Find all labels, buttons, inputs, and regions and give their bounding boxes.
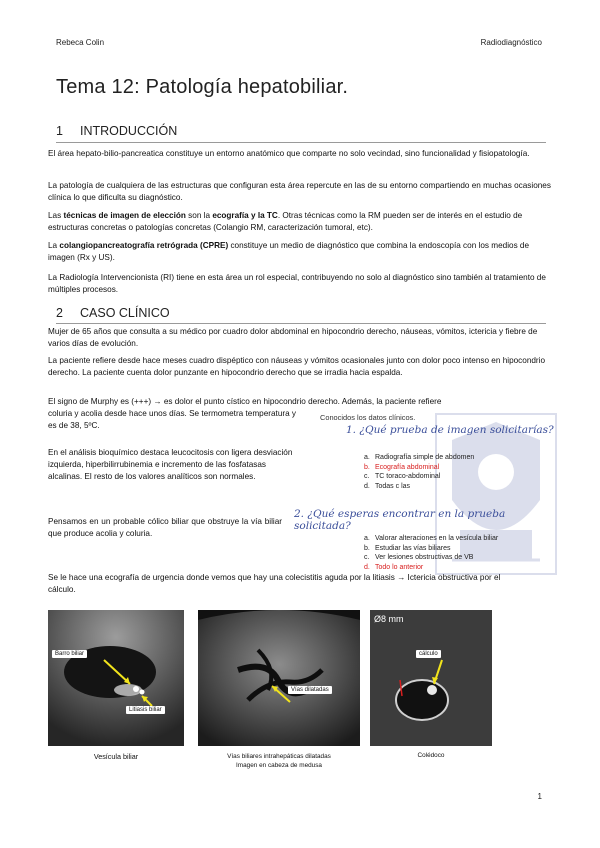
figure-caption-vias-biliares: Vías biliares intrahepáticas dilatadas Imagen en cabeza de medusa [227,753,331,769]
case-paragraph-5: Pensamos en un probable cólico biliar que obstruye la vía biliar que produce acolia y coluria. [48,517,282,539]
option-item: a. Radiografía simple de abdomen [364,454,475,461]
intro-paragraph-1: El área hepato-bilio-pancreatica constituye un entorno anatómico que comparte no solo vecindad, sino funcionalidad y fisiopatología. [48,149,530,158]
case-paragraph-3: El signo de Murphy es (+++) → es dolor el punto cístico en hipocondrio derecho. Además, la paciente refiere [48,397,442,406]
question-panel [292,410,560,580]
section-title: INTRODUCCIÓN [80,124,178,138]
section-number: 1 [56,124,63,138]
header-author: Rebeca Colin [56,38,105,47]
ultrasound-image-choledochus [370,610,492,746]
panel-intro: Conocidos los datos clínicos. [320,413,416,422]
image-label-calculo: cálculo [416,650,441,658]
option-item: c. TC toraco-abdominal [364,473,441,480]
question-2-options [364,534,554,572]
section-rule [56,142,546,143]
question-2: 2. ¿Qué esperas encontrar en la prueba solicitada? [294,508,506,532]
section-rule [56,323,546,324]
bold-term: técnicas de imagen de elección [63,211,186,220]
ultrasound-scan-graphic [370,610,492,746]
page-title: Tema 12: Patología hepatobiliar. [56,76,349,98]
ultrasound-scan-graphic [198,610,360,746]
intro-paragraph-5: La Radiología Intervencionista (RI) tiene en esta área un rol especial, contribuyendo no solo al diagnóstico sino también al tratamiento de múltiples procesos. [48,273,546,295]
option-item-correct: b. Ecografía abdominal [364,463,440,471]
section-heading-introduccion [56,124,177,138]
figure-caption-vesicula: Vesícula biliar [93,752,139,761]
image-label-barro-biliar: Barro biliar [52,650,87,658]
case-paragraph-1: Mujer de 65 años que consulta a su médico por cuadro dolor abdominal en hipocondrio derecho, náuseas, vómitos, ictericia y fiebre de varios días de evolución. [48,327,538,349]
ultrasound-image-gallbladder [48,610,184,746]
page-number: 1 [537,792,542,801]
figure-caption-coledoco: Colédoco [417,752,445,759]
case-paragraph-6: Se le hace una ecografía de urgencia donde vemos que hay una colecistitis aguda por la litiasis → Ictericia obstructiva por el cálculo. [48,573,501,595]
section-title: CASO CLÍNICO [80,306,170,320]
ultrasound-scan-graphic [48,610,184,746]
section-heading-caso-clinico [56,306,170,320]
bold-term: ecografía y la TC [212,211,278,220]
header-subject: Radiodiagnóstico [480,38,542,47]
case-paragraph-2: La paciente refiere desde hace meses cuadro dispéptico con náuseas y vómitos ocasionales junto con dolor poco intenso en hipocondrio derecho. La paciente cuenta dolor punzante en hipocondrio derecho que se irradia hacia espalda. [48,356,546,378]
image-label-vias-dilatadas: Vías dilatadas [288,686,332,694]
intro-paragraph-3: Las técnicas de imagen de elección son la ecografía y la TC. Otras técnicas como la RM pueden ser de interés en el estudio de estructuras concretas o patologías concretas (Colangio RM, caracterización tumoral, etc). [48,211,523,233]
ultrasound-image-bile-ducts [198,610,360,746]
case-paragraph-3b: coluria y acolia desde hace unos días. Se termometra temperatura y es de 38, 5ºC. [48,409,297,431]
image-label-litiasis-biliar: Litiasis biliar [126,706,165,714]
bold-term: colangiopancreatografía retrógrada (CPRE) [59,241,229,250]
section-number: 2 [56,306,63,320]
option-item: c. Ver lesiones obstructivas de VB [364,554,474,561]
intro-paragraph-4: La colangiopancreatografía retrógrada (CPRE) constituye un medio de diagnóstico que combina la endoscopía con los medios de imagen (Rx y US). [48,241,530,263]
case-paragraph-4: En el análisis bioquímico destaca leucocitosis con ligera desviación izquierda, hiperbilirrubinemia e incremento de las fosfatasas alcalinas. El resto de los valores analíticos son normales. [48,448,293,482]
option-item: d. Todas c las [364,482,411,490]
question-1-options [364,453,554,491]
image-measure-diameter: Ø8 mm [374,614,404,624]
intro-paragraph-2: La patología de cualquiera de las estructuras que configuran esta área repercute en las de su entorno compartiendo en muchas ocasiones clínica lo que dificulta su diagnóstico. [48,181,551,203]
option-item: b. Estudiar las vías biliares [364,544,451,552]
option-item-correct: d. Todo lo anterior [364,563,424,571]
question-1: 1. ¿Qué prueba de imagen solicitarías? [346,424,554,436]
option-item: a. Valorar alteraciones en la vesícula biliar [364,535,499,542]
